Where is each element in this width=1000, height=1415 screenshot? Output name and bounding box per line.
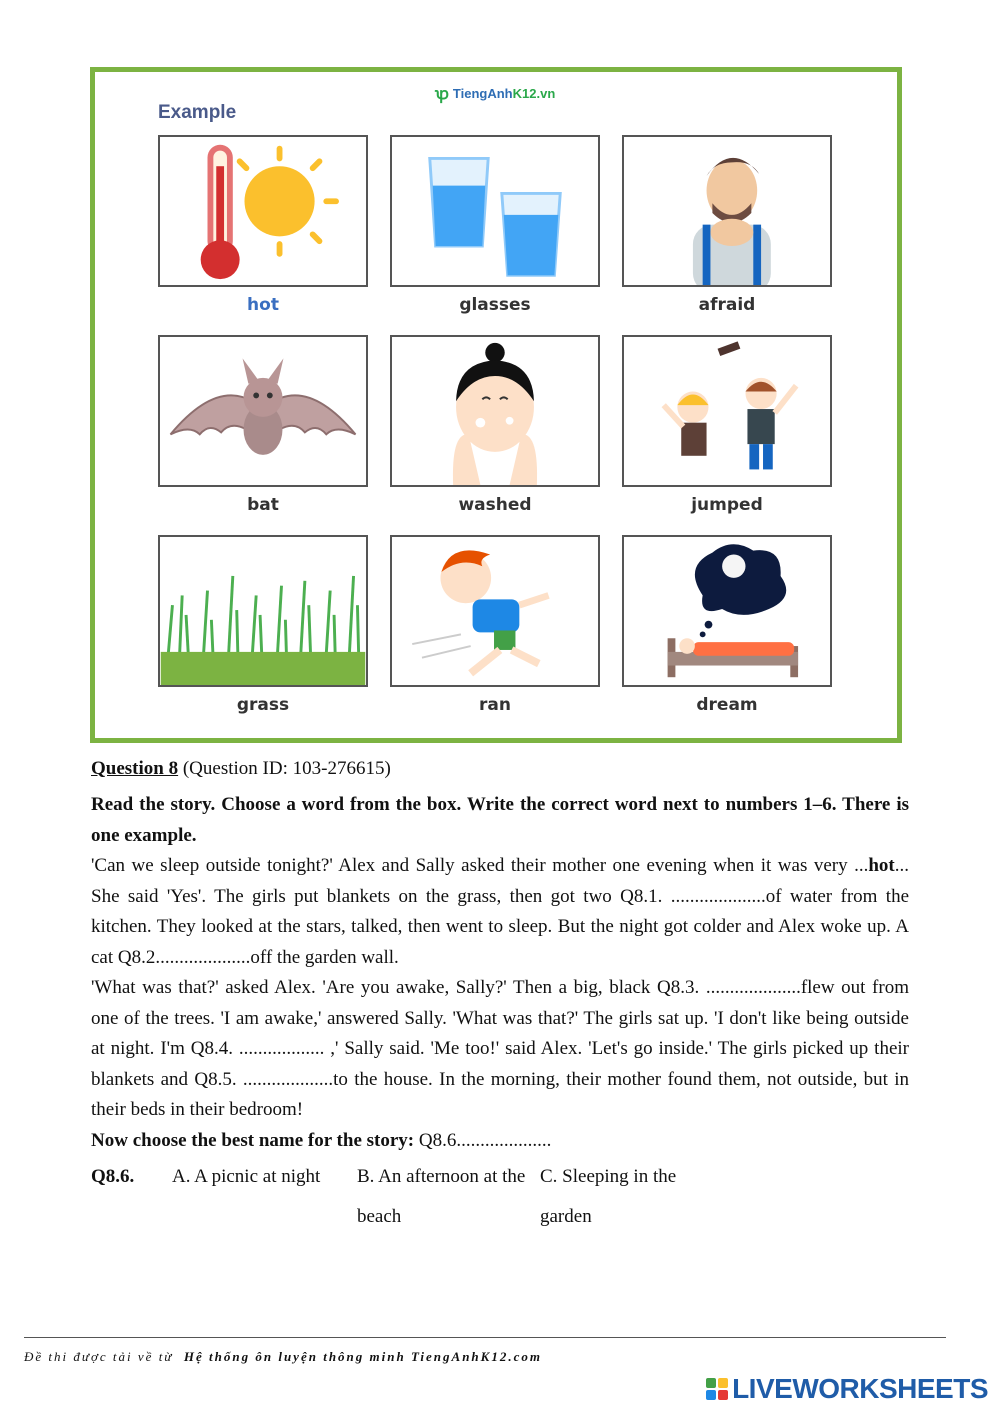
card-dream (622, 535, 832, 715)
card-word: hot (247, 295, 279, 315)
card-bat (158, 335, 368, 515)
card-grass (158, 535, 368, 715)
card-word: washed (458, 495, 532, 515)
card-glasses (390, 135, 600, 315)
logo-text-b: K12.vn (512, 85, 556, 101)
paragraph-1-end: ... She said 'Yes'. The girls put blankets on the grass, then got two Q8.1. ....................of water from the kitchen. They looked at the stars, talked, then went to sleep. But the night got colder and Alex woke up. A cat Q8.2....................off the garden wall. (91, 855, 909, 968)
footer-divider (24, 1337, 946, 1338)
paragraph-1-start: 'Can we sleep outside tonight?' Alex and Sally asked their mother one evening when it was very ... (91, 855, 869, 876)
option-a[interactable]: A. A picnic at night (172, 1166, 321, 1187)
card-afraid (622, 135, 832, 315)
question-title: Question 8 (91, 758, 179, 779)
logo-icon: ꝕ (435, 86, 449, 103)
card-jumped (622, 335, 832, 515)
paragraph-2: 'What was that?' asked Alex. 'Are you awake, Sally?' Then a big, black Q8.3. ....................flew out from one of the trees. 'I am awake,' answered Sally. 'What was that?' The girls sat up. 'I don't like being outside at night. I'm Q8.4. .................. ,' Sally said. 'Me too!' said Alex. 'Let's go inside.' The girls picked up their blankets and Q8.5. ...................to the house. In the morning, their mother found them, not outside, but in their beds in their bedroom! (91, 977, 909, 1120)
grass-icon (158, 535, 368, 687)
boy-running-icon (390, 535, 600, 687)
footer-source (24, 1349, 542, 1365)
liveworksheets-logo (706, 1373, 988, 1405)
kids-jumping-icon (622, 335, 832, 487)
card-word: ran (479, 695, 511, 715)
two-glasses-icon (390, 135, 600, 287)
card-word: jumped (691, 495, 763, 515)
example-label: Example (158, 102, 237, 123)
question-id: (Question ID: 103-276615) (182, 758, 391, 779)
brand-text: LIVEWORKSHEETS (732, 1373, 988, 1404)
footer-source-a: Đề thi được tải về từ (24, 1349, 174, 1364)
scared-man-icon (622, 135, 832, 287)
paragraph-3 (91, 1126, 909, 1157)
card-washed (390, 335, 600, 515)
card-word: glasses (459, 295, 531, 315)
question-heading (91, 758, 391, 780)
card-word: dream (696, 695, 758, 715)
name-blank: Q8.6.................... (414, 1129, 552, 1151)
story-passage (91, 790, 909, 1156)
word-box (90, 67, 902, 743)
card-ran (390, 535, 600, 715)
example-answer: hot (868, 855, 895, 876)
card-word: afraid (698, 295, 756, 315)
logo-text-a: TiengAnh (452, 85, 513, 101)
option-b[interactable]: B. An afternoon at the beach (357, 1166, 526, 1227)
liveworksheets-icon (706, 1378, 728, 1400)
option-c[interactable]: C. Sleeping in the garden (540, 1166, 677, 1227)
paragraph-1 (91, 851, 909, 973)
name-prompt: Now choose the best name for the story: (91, 1129, 415, 1151)
card-hot (158, 135, 368, 315)
instruction: Read the story. Choose a word from the box. Write the correct word next to numbers 1–6. There is one example. (91, 794, 909, 846)
option-label: Q8.6. (91, 1166, 135, 1187)
footer-source-b: Hệ thống ôn luyện thông minh TiengAnhK12.com (183, 1349, 542, 1364)
thermometer-sun-icon (158, 135, 368, 287)
girl-washing-face-icon (390, 335, 600, 487)
tienganhk12-logo (435, 82, 555, 104)
bat-icon (158, 335, 368, 487)
card-word: grass (236, 695, 290, 715)
card-word: bat (247, 495, 279, 515)
child-dreaming-icon (622, 535, 832, 687)
